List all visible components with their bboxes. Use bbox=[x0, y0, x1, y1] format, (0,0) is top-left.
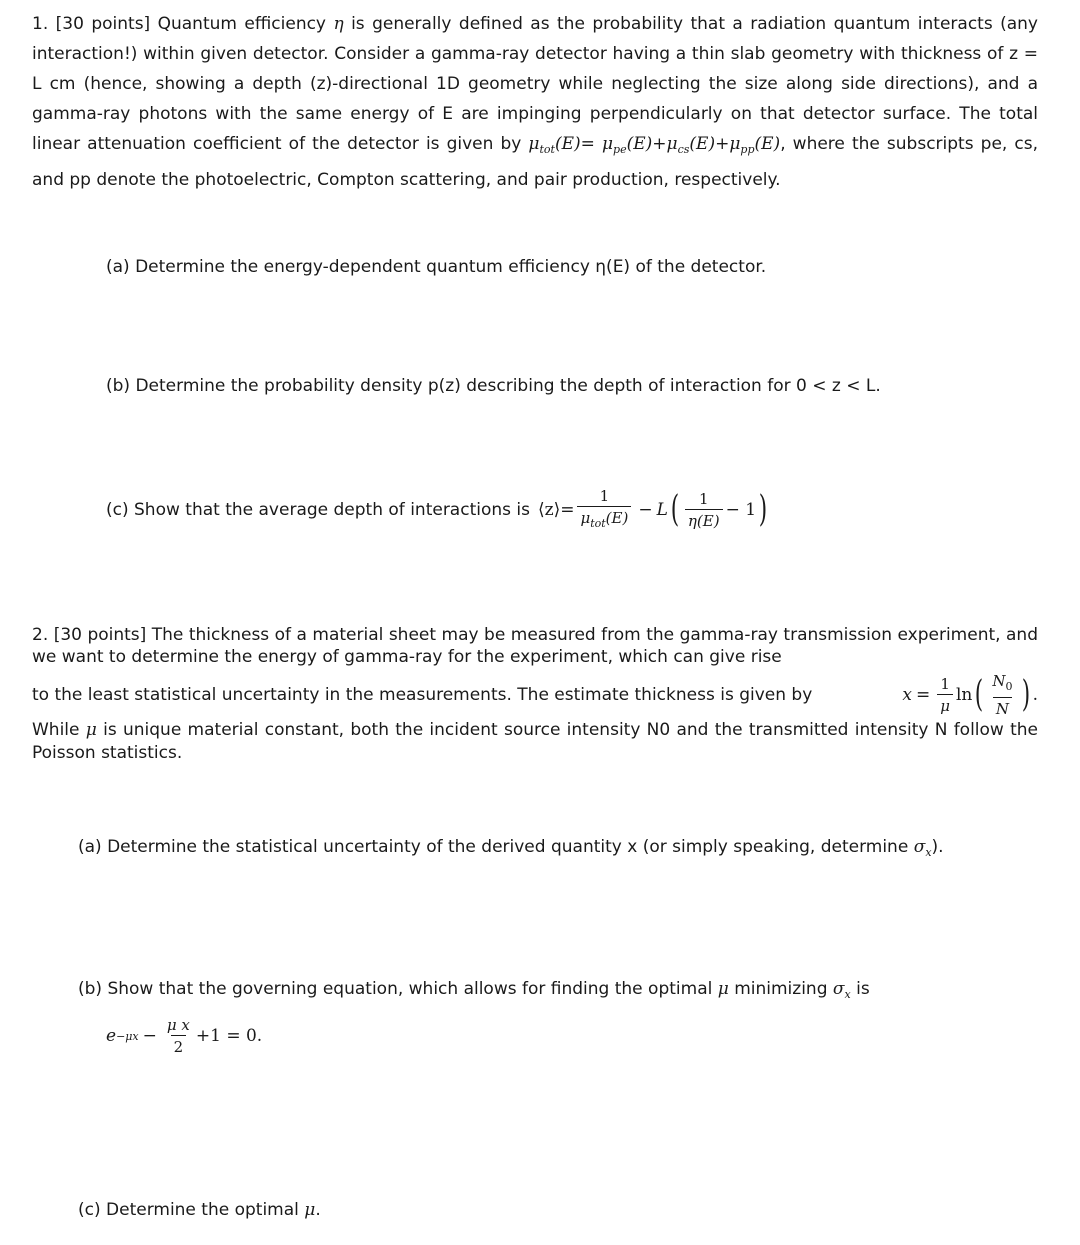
fraction-one-over-mu-tot bbox=[577, 486, 631, 535]
plus-sign: + bbox=[715, 134, 730, 154]
denominator: μ bbox=[937, 694, 953, 717]
subscript-pe: pe bbox=[613, 143, 627, 156]
mu-symbol: μ bbox=[666, 134, 678, 154]
q2-part-b bbox=[78, 976, 870, 1008]
minus-sign: − bbox=[142, 1026, 157, 1046]
q1-intro-text-2: is generally defined as the probability that a radiation quantum interacts (any interaction!) within given detector. Consider a gamma-ray detector having a thin slab geometry with thickness of z = L cm (hence, showing a depth (z)-directional 1D geometry while neglecting the size along side directions), and a gamma-ray photons with the same energy of E are impinging perpendicularly on that detector surface. The total linear attenuation coefficient of the detector is given by bbox=[32, 14, 1038, 154]
mu-symbol: μ bbox=[580, 508, 591, 527]
avg-depth-lhs: ⟨z⟩= bbox=[537, 500, 575, 520]
q2-intro-line-3 bbox=[32, 670, 1038, 720]
sigma-symbol: σ bbox=[832, 979, 845, 999]
mu-symbol: μ bbox=[528, 134, 540, 154]
right-paren: ) bbox=[758, 489, 768, 530]
subscript-cs: cs bbox=[677, 143, 690, 156]
q1-part-a: (a) Determine the energy-dependent quantum efficiency η(E) of the detector. bbox=[106, 257, 767, 277]
exponent: −μx bbox=[116, 1029, 139, 1043]
mu-symbol: μ bbox=[717, 979, 729, 999]
numerator: μ x bbox=[166, 1015, 190, 1034]
q2-part-a bbox=[78, 834, 944, 866]
fraction-one-over-eta bbox=[685, 489, 723, 532]
closing-paren: ). bbox=[931, 837, 944, 857]
subscript-zero: 0 bbox=[1005, 679, 1013, 693]
minus-sign: − bbox=[638, 500, 653, 520]
x-symbol: x bbox=[902, 685, 912, 705]
arg-e: (E) bbox=[605, 508, 629, 527]
eta-symbol: η bbox=[333, 14, 344, 34]
period: . bbox=[315, 1200, 321, 1220]
left-paren: ( bbox=[670, 489, 680, 530]
subscript-x: x bbox=[844, 988, 851, 1001]
q1-part-c-text: (c) Show that the average depth of interactions is bbox=[106, 500, 530, 520]
subscript-tot: tot bbox=[590, 516, 606, 530]
q2-intro-paragraph: 2. [30 points] The thickness of a material sheet may be measured from the gamma-ray transmission experiment, and we want to determine the energy of gamma-ray for the experiment, which can give rise bbox=[32, 625, 1038, 667]
q2-part-a-text: (a) Determine the statistical uncertainty of the derived quantity x (or simply speaking, determine bbox=[78, 837, 909, 857]
q2-intro-line-3-text: to the least statistical uncertainty in the measurements. The estimate thickness is given by bbox=[32, 685, 813, 705]
sigma-symbol: σ bbox=[913, 837, 926, 857]
arg-e: (E) bbox=[754, 134, 781, 154]
numerator: 1 bbox=[940, 674, 950, 693]
denominator: η(E) bbox=[685, 509, 723, 532]
q2-tail-text-1: While bbox=[32, 720, 80, 740]
fraction-one-over-mu bbox=[937, 674, 953, 717]
plus-sign: + bbox=[652, 134, 667, 154]
q2-part-c bbox=[78, 1197, 321, 1223]
thickness-formula bbox=[902, 671, 1038, 720]
mu-symbol: μ bbox=[729, 134, 741, 154]
e-symbol: e bbox=[106, 1026, 117, 1046]
equals-sign: = bbox=[580, 134, 595, 154]
numerator: 1 bbox=[698, 489, 709, 508]
left-paren: ( bbox=[975, 674, 984, 715]
denominator: N bbox=[993, 697, 1012, 720]
q1-intro-paragraph bbox=[32, 9, 1038, 195]
governing-equation bbox=[106, 1010, 262, 1062]
q2-part-b-text-3: is bbox=[856, 979, 870, 999]
q1-intro-text-3: , where the subscripts pe, cs, and pp denote the photoelectric, Compton scattering, and pair production, respectively. bbox=[32, 134, 1038, 190]
denominator: 2 bbox=[171, 1035, 187, 1058]
q2-intro-tail bbox=[32, 719, 1038, 765]
q1-part-b: (b) Determine the probability density p(z) describing the depth of interaction for 0 < z < L. bbox=[106, 376, 881, 396]
fraction-n0-over-n bbox=[989, 671, 1015, 720]
q2-tail-text-2: is unique material constant, both the incident source intensity N0 and the transmitted intensity N follow the Poisson statistics. bbox=[32, 720, 1039, 763]
subscript-pp: pp bbox=[740, 143, 755, 156]
arg-e: (E) bbox=[554, 134, 581, 154]
mu-symbol: μ bbox=[304, 1200, 316, 1220]
q2-part-b-text-1: (b) Show that the governing equation, which allows for finding the optimal bbox=[78, 979, 713, 999]
numerator bbox=[989, 671, 1015, 697]
ln-operator: ln bbox=[955, 685, 973, 705]
period: . bbox=[1032, 685, 1038, 705]
numerator: 1 bbox=[599, 486, 610, 505]
right-paren: ) bbox=[1021, 674, 1030, 715]
mu-symbol: μ bbox=[85, 720, 97, 740]
equals-sign: = bbox=[915, 685, 931, 705]
q2-part-c-text: (c) Determine the optimal bbox=[78, 1200, 299, 1220]
denominator bbox=[577, 506, 631, 535]
q2-part-b-text-2: minimizing bbox=[734, 979, 828, 999]
L-symbol: L bbox=[656, 500, 668, 520]
arg-e: (E) bbox=[626, 134, 653, 154]
equation-rest: +1 = 0. bbox=[195, 1026, 263, 1046]
q1-part-c bbox=[106, 484, 770, 536]
arg-e: (E) bbox=[689, 134, 716, 154]
mu-tot-equation bbox=[528, 134, 780, 154]
N-symbol: N bbox=[992, 671, 1006, 690]
q1-intro-text-1: 1. [30 points] Quantum efficiency bbox=[32, 14, 326, 34]
minus-one: − 1 bbox=[725, 500, 757, 520]
subscript-x: x bbox=[925, 846, 932, 859]
fraction-mux-over-2 bbox=[164, 1015, 193, 1058]
subscript-tot: tot bbox=[539, 143, 555, 156]
mu-symbol: μ bbox=[601, 134, 614, 154]
